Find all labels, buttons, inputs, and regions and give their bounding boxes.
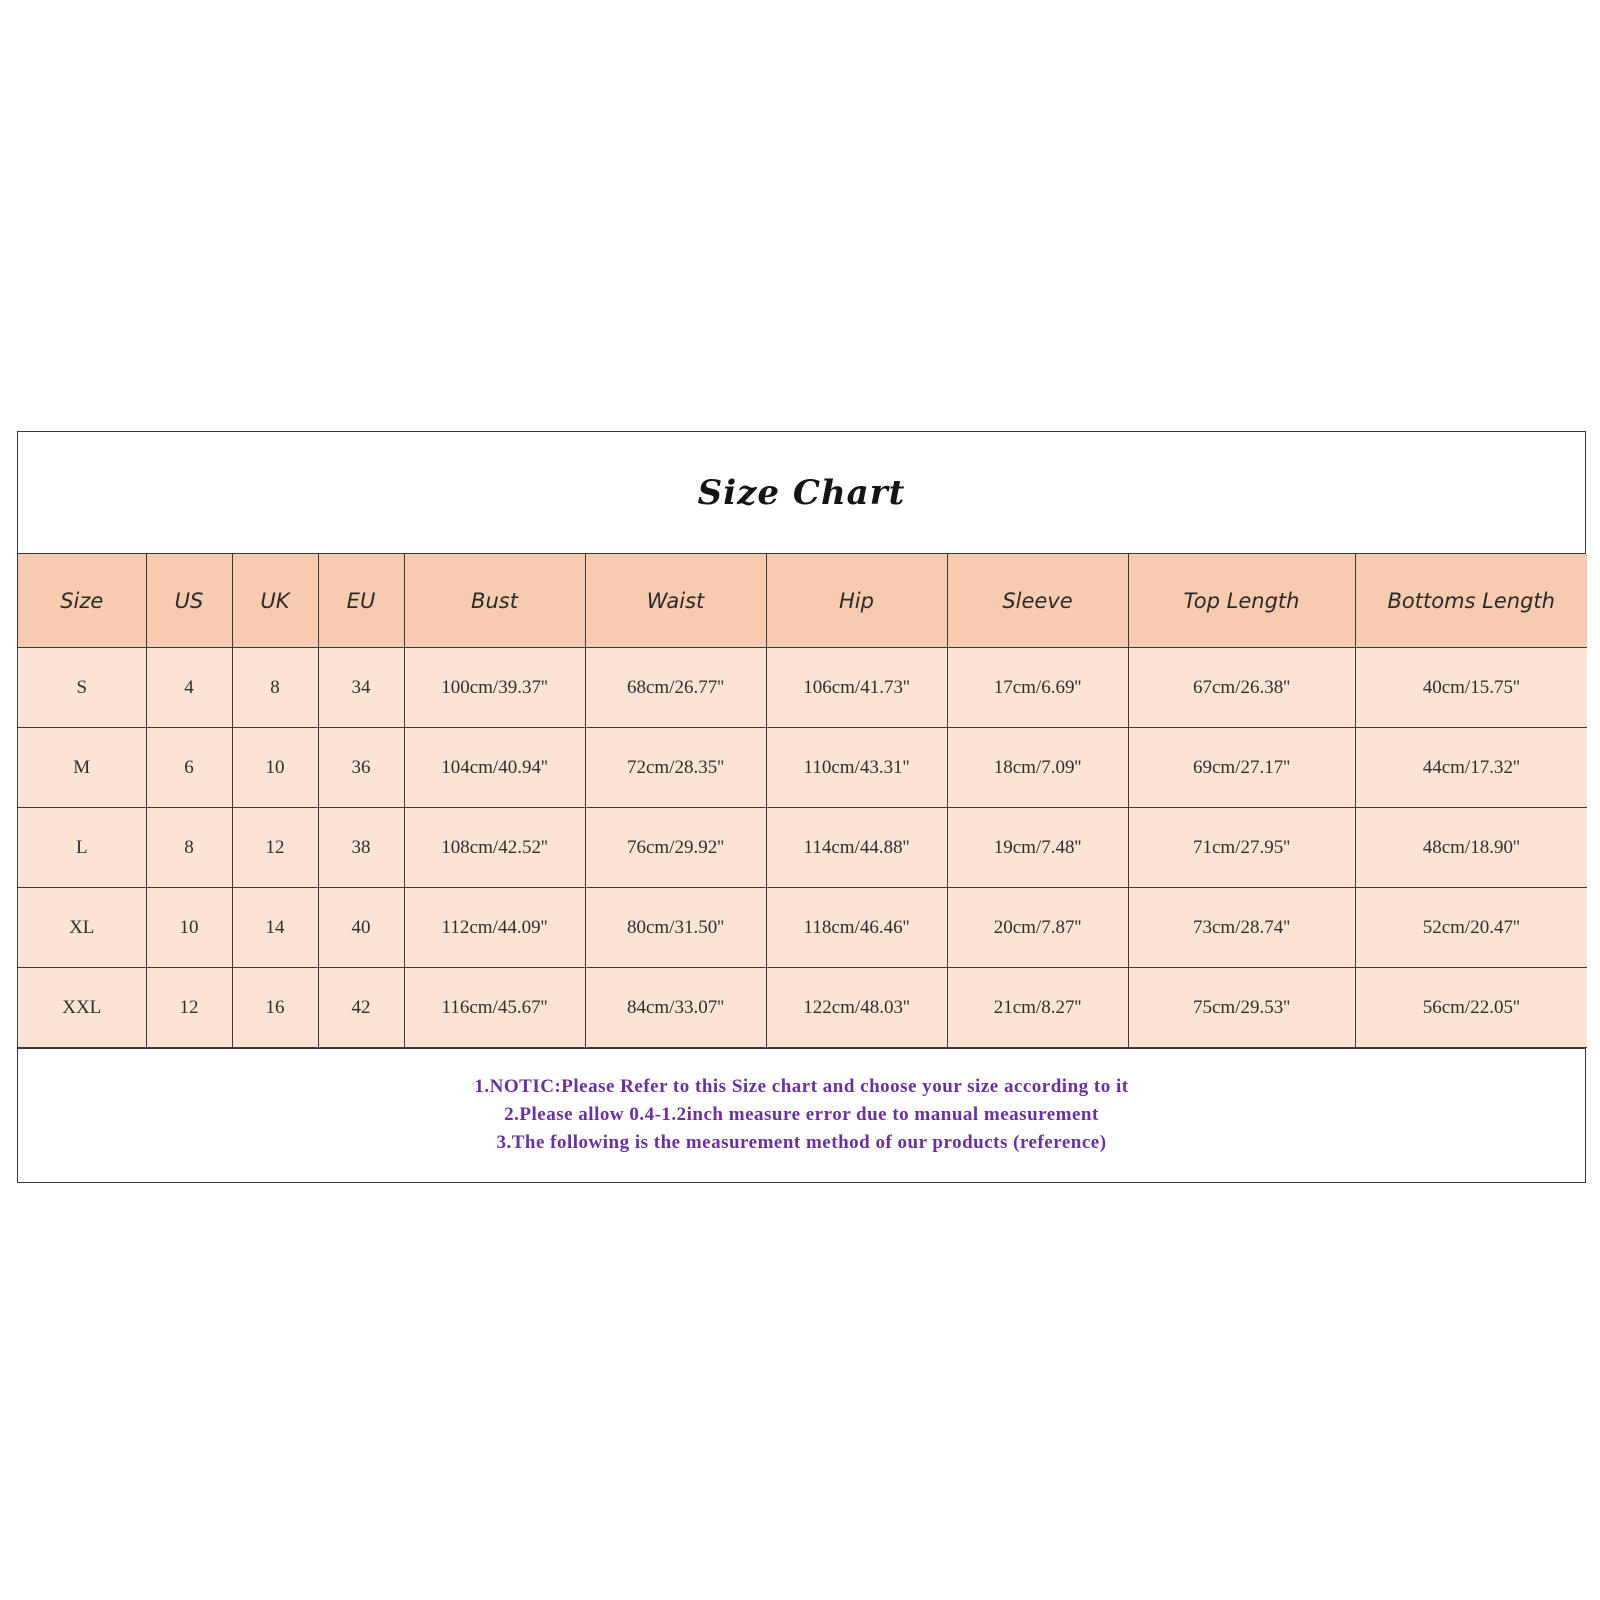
table-cell: 10 [146, 888, 232, 968]
table-cell: 68cm/26.77'' [585, 648, 766, 728]
table-cell: 4 [146, 648, 232, 728]
header-size: Size [18, 554, 146, 648]
table-cell: 19cm/7.48'' [947, 808, 1128, 888]
header-bottoms-length: Bottoms Length [1355, 554, 1587, 648]
table-cell: 114cm/44.88'' [766, 808, 947, 888]
table-cell: 69cm/27.17'' [1128, 728, 1355, 808]
table-cell: 12 [232, 808, 318, 888]
table-cell: 100cm/39.37'' [404, 648, 585, 728]
note-line-1: 1.NOTIC:Please Refer to this Size chart and choose your size according to it [474, 1075, 1129, 1097]
table-cell: 42 [318, 968, 404, 1048]
table-cell: 116cm/45.67'' [404, 968, 585, 1048]
table-cell: 20cm/7.87'' [947, 888, 1128, 968]
table-row [18, 648, 1587, 728]
header-sleeve: Sleeve [947, 554, 1128, 648]
size-table [18, 554, 1587, 1048]
size-chart [17, 431, 1586, 1183]
table-cell: 84cm/33.07'' [585, 968, 766, 1048]
table-cell: L [18, 808, 146, 888]
table-cell: M [18, 728, 146, 808]
header-top-length: Top Length [1128, 554, 1355, 648]
header-us: US [146, 554, 232, 648]
table-cell: 10 [232, 728, 318, 808]
table-cell: 67cm/26.38'' [1128, 648, 1355, 728]
table-cell: 108cm/42.52'' [404, 808, 585, 888]
table-cell: 72cm/28.35'' [585, 728, 766, 808]
table-cell: 48cm/18.90'' [1355, 808, 1587, 888]
header-waist: Waist [585, 554, 766, 648]
table-cell: XXL [18, 968, 146, 1048]
chart-title: Size Chart [697, 472, 906, 513]
table-cell: 52cm/20.47'' [1355, 888, 1587, 968]
table-cell: 104cm/40.94'' [404, 728, 585, 808]
table-cell: 118cm/46.46'' [766, 888, 947, 968]
header-bust: Bust [404, 554, 585, 648]
table-cell: 75cm/29.53'' [1128, 968, 1355, 1048]
table-cell: 14 [232, 888, 318, 968]
table-cell: 110cm/43.31'' [766, 728, 947, 808]
header-eu: EU [318, 554, 404, 648]
header-hip: Hip [766, 554, 947, 648]
table-cell: 44cm/17.32'' [1355, 728, 1587, 808]
table-cell: 38 [318, 808, 404, 888]
table-cell: S [18, 648, 146, 728]
table-cell: 76cm/29.92'' [585, 808, 766, 888]
table-cell: 73cm/28.74'' [1128, 888, 1355, 968]
table-cell: XL [18, 888, 146, 968]
table-cell: 18cm/7.09'' [947, 728, 1128, 808]
table-cell: 36 [318, 728, 404, 808]
table-cell: 40cm/15.75'' [1355, 648, 1587, 728]
table-row [18, 888, 1587, 968]
table-row [18, 728, 1587, 808]
table-cell: 8 [232, 648, 318, 728]
table-cell: 21cm/8.27'' [947, 968, 1128, 1048]
table-cell: 71cm/27.95'' [1128, 808, 1355, 888]
table-cell: 8 [146, 808, 232, 888]
note-line-2: 2.Please allow 0.4-1.2inch measure error due to manual measurement [504, 1103, 1099, 1125]
table-cell: 6 [146, 728, 232, 808]
header-uk: UK [232, 554, 318, 648]
table-cell: 106cm/41.73'' [766, 648, 947, 728]
table-cell: 122cm/48.03'' [766, 968, 947, 1048]
table-cell: 56cm/22.05'' [1355, 968, 1587, 1048]
note-line-3: 3.The following is the measurement method of our products (reference) [496, 1131, 1107, 1153]
table-row [18, 968, 1587, 1048]
table-cell: 34 [318, 648, 404, 728]
table-cell: 40 [318, 888, 404, 968]
table-cell: 12 [146, 968, 232, 1048]
header-row [18, 554, 1587, 648]
notes-section [18, 1048, 1585, 1180]
table-row [18, 808, 1587, 888]
table-cell: 112cm/44.09'' [404, 888, 585, 968]
table-cell: 17cm/6.69'' [947, 648, 1128, 728]
title-band [18, 432, 1585, 554]
table-cell: 16 [232, 968, 318, 1048]
table-cell: 80cm/31.50'' [585, 888, 766, 968]
